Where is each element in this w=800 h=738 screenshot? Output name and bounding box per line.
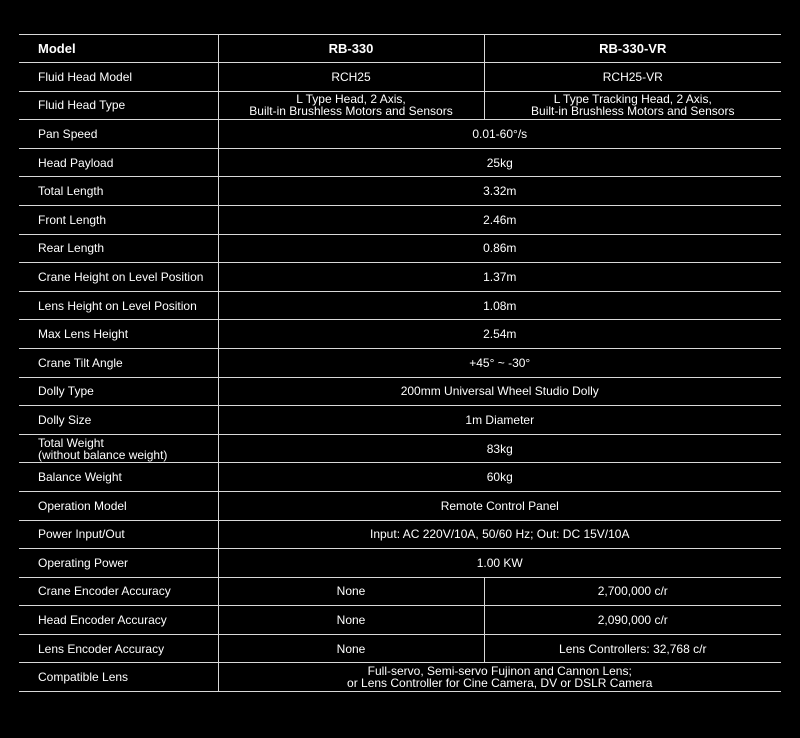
- table-row: [19, 520, 781, 549]
- row-label: Crane Tilt Angle: [19, 348, 218, 377]
- cell-rb-330: None: [218, 606, 484, 635]
- table-row: [19, 263, 781, 292]
- row-label: Lens Encoder Accuracy: [19, 634, 218, 663]
- cell-rb-330: None: [218, 634, 484, 663]
- table-row: [19, 63, 781, 92]
- cell-shared: 0.86m: [218, 234, 781, 263]
- cell-line: or Lens Controller for Cine Camera, DV or DSLR Camera: [347, 676, 653, 691]
- table-row: [19, 148, 781, 177]
- cell-line: L Type Tracking Head, 2 Axis,: [553, 92, 712, 107]
- row-label: Head Payload: [19, 148, 218, 177]
- cell-rb-330-vr: RCH25-VR: [484, 63, 781, 92]
- cell-shared: 60kg: [218, 463, 781, 492]
- cell-shared: Input: AC 220V/10A, 50/60 Hz; Out: DC 15V/10A: [218, 520, 781, 549]
- table-row: [19, 606, 781, 635]
- table-row: [19, 291, 781, 320]
- table-row: [19, 177, 781, 206]
- header-model-label: Model: [19, 35, 218, 63]
- row-label: [19, 434, 218, 463]
- cell-shared: 83kg: [218, 434, 781, 463]
- row-label: Crane Height on Level Position: [19, 263, 218, 292]
- cell-rb-330-vr: 2,090,000 c/r: [484, 606, 781, 635]
- cell-line: Built-in Brushless Motors and Sensors: [249, 104, 453, 119]
- table-row: [19, 120, 781, 149]
- cell-rb-330: RCH25: [218, 63, 484, 92]
- table-row: [19, 348, 781, 377]
- table-row: [19, 205, 781, 234]
- row-label: Max Lens Height: [19, 320, 218, 349]
- row-label: Front Length: [19, 205, 218, 234]
- row-label: Pan Speed: [19, 120, 218, 149]
- table-row: [19, 577, 781, 606]
- row-label: Compatible Lens: [19, 663, 218, 692]
- cell-line: Full-servo, Semi-servo Fujinon and Cannon Lens;: [367, 664, 632, 679]
- row-label: Dolly Type: [19, 377, 218, 406]
- header-rb-330-vr: RB-330-VR: [484, 35, 781, 63]
- table-row: [19, 634, 781, 663]
- cell-shared: 1.08m: [218, 291, 781, 320]
- cell-shared: +45° ~ -30°: [218, 348, 781, 377]
- row-label: Rear Length: [19, 234, 218, 263]
- cell-rb-330-vr: [484, 91, 781, 120]
- row-label: Operating Power: [19, 549, 218, 578]
- cell-rb-330: [218, 91, 484, 120]
- table-row: [19, 434, 781, 463]
- row-label: Head Encoder Accuracy: [19, 606, 218, 635]
- row-label: Lens Height on Level Position: [19, 291, 218, 320]
- table-row: [19, 406, 781, 435]
- table-row: [19, 491, 781, 520]
- cell-shared: 1m Diameter: [218, 406, 781, 435]
- cell-shared: 1.37m: [218, 263, 781, 292]
- cell-line: Built-in Brushless Motors and Sensors: [531, 104, 735, 119]
- table-row: [19, 463, 781, 492]
- cell-shared: Remote Control Panel: [218, 491, 781, 520]
- cell-shared: 200mm Universal Wheel Studio Dolly: [218, 377, 781, 406]
- cell-shared: 25kg: [218, 148, 781, 177]
- row-label: Fluid Head Model: [19, 63, 218, 92]
- row-label: Power Input/Out: [19, 520, 218, 549]
- table-row: [19, 234, 781, 263]
- row-label: Operation Model: [19, 491, 218, 520]
- cell-rb-330: None: [218, 577, 484, 606]
- table-row: [19, 377, 781, 406]
- cell-shared: 3.32m: [218, 177, 781, 206]
- spec-table: [19, 34, 781, 692]
- row-label: Dolly Size: [19, 406, 218, 435]
- cell-shared: 0.01-60°/s: [218, 120, 781, 149]
- row-label: Fluid Head Type: [19, 91, 218, 120]
- row-label: Crane Encoder Accuracy: [19, 577, 218, 606]
- cell-shared: 2.54m: [218, 320, 781, 349]
- cell-rb-330-vr: Lens Controllers: 32,768 c/r: [484, 634, 781, 663]
- table-row: [19, 91, 781, 120]
- row-label: Balance Weight: [19, 463, 218, 492]
- cell-shared: 1.00 KW: [218, 549, 781, 578]
- table-row: [19, 320, 781, 349]
- header-row: [19, 35, 781, 63]
- cell-line: L Type Head, 2 Axis,: [296, 92, 406, 107]
- table-row: [19, 549, 781, 578]
- row-label: Total Length: [19, 177, 218, 206]
- header-rb-330: RB-330: [218, 35, 484, 63]
- row-label-line: Total Weight: [38, 435, 104, 450]
- table-row: [19, 663, 781, 692]
- cell-shared: [218, 663, 781, 692]
- cell-rb-330-vr: 2,700,000 c/r: [484, 577, 781, 606]
- row-label-line: (without balance weight): [38, 447, 168, 462]
- cell-shared: 2.46m: [218, 205, 781, 234]
